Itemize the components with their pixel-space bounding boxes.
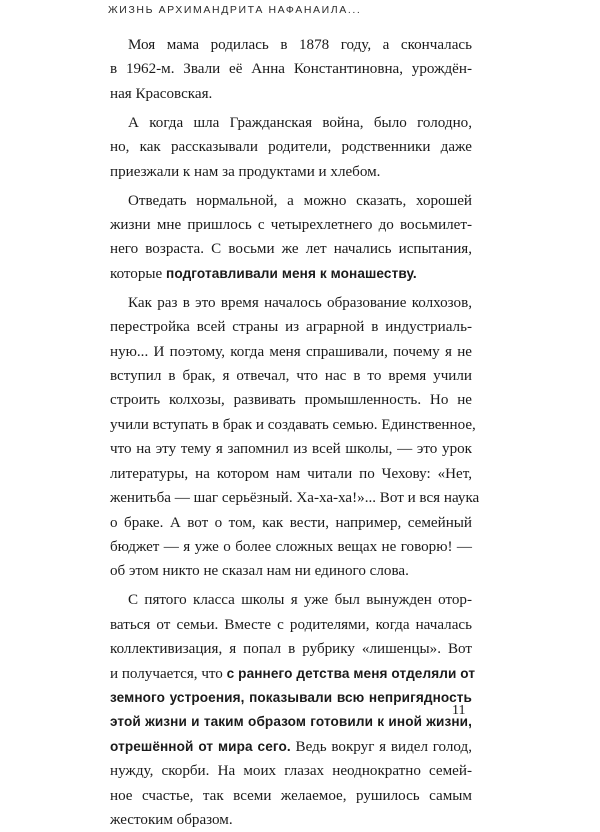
text-run: А когда шла Гражданская война, было голодно, [128, 114, 472, 131]
bold-text: этой жизни и таким образом готовили к иной жизни, [110, 714, 472, 730]
text-line [110, 111, 472, 135]
text-line [110, 237, 472, 261]
text-line [110, 559, 472, 583]
text-line [110, 437, 472, 461]
bold-text: земного устроения, показывали всю непригядность [110, 689, 472, 705]
text-run: ное счастье, так всеми желаемое, рушилось самым [110, 787, 472, 804]
text-line [110, 315, 472, 339]
running-header: ЖИЗНЬ АРХИМАНДРИТА НАФАНАИЛА... [108, 4, 362, 16]
text-line [110, 340, 472, 364]
text-run: Моя мама родилась в 1878 году, а скончалась [128, 37, 472, 53]
paragraph [110, 189, 472, 287]
text-run: Как раз в это время началось образование колхозов, [128, 294, 472, 311]
text-line [110, 735, 472, 759]
text-line [110, 413, 476, 437]
text-line [110, 189, 472, 213]
text-line [110, 486, 480, 510]
text-run: бюджет — я уже о более сложных вещах не говорю! — [110, 538, 472, 555]
text-run: строить колхозы, развивать промышленность. Но не [110, 392, 472, 409]
text-run: ную... И поэтому, когда меня спрашивали, почему я не [110, 343, 472, 360]
text-run: него возраста. С восьми же лет начались испытания, [110, 241, 472, 258]
text-line [110, 462, 472, 486]
paragraph [110, 33, 472, 106]
text-line [110, 784, 472, 808]
text-line [110, 33, 472, 57]
text-run: которые [110, 265, 167, 282]
text-line [110, 686, 472, 710]
text-run: о браке. А вот о том, как вести, например, семейный [110, 514, 472, 531]
text-run: жизни мне пришлось с четырехлетнего до восьмилет- [110, 217, 472, 234]
text-run: Отведать нормальной, а можно сказать, хорошей [128, 192, 472, 209]
bold-text: с раннего детства меня отделяли от [226, 665, 476, 681]
text-run: приезжали к нам за продуктами и хлебом. [110, 163, 381, 180]
text-run: но, как рассказывали родители, родственники даже [110, 139, 472, 156]
text-line [110, 388, 472, 412]
text-line [110, 82, 472, 106]
text-run: перестройка всей страны из аграрной в индустриаль- [110, 319, 472, 336]
text-line [110, 160, 472, 184]
text-line [110, 613, 472, 637]
text-run: литературы, на котором нам читали по Чехову: «Нет, [110, 465, 472, 482]
text-line [110, 262, 472, 286]
text-run: ная Красовская. [110, 85, 213, 102]
text-line [110, 759, 472, 783]
text-run: и получается, что [110, 665, 227, 682]
bold-text: отрешённой от мира сего. [110, 738, 291, 754]
text-run: вступил в брак, я отвечал, что нас в то время учили [110, 368, 472, 385]
text-line [110, 57, 472, 81]
text-run: что на эту тему я запомнил из всей школы, — это урок [110, 441, 472, 458]
text-line [110, 291, 472, 315]
text-run: нужду, скорби. На моих глазах неоднократно семей- [110, 763, 472, 780]
paragraph [110, 291, 480, 584]
text-run: женитьба — шаг серьёзный. Ха-ха-ха!»... Вот и вся наука [110, 490, 480, 507]
bold-text: подготавливали меня к монашеству. [166, 265, 417, 281]
text-run: Ведь вокруг я видел голод, [290, 738, 472, 755]
body-text [110, 33, 480, 832]
text-line [110, 710, 472, 734]
text-line [110, 213, 472, 237]
text-run: С пятого класса школы я уже был вынужден отор- [128, 592, 472, 609]
text-run: ваться от семьи. Вместе с родителями, когда началась [110, 616, 472, 633]
page-number: 11 [452, 703, 466, 718]
text-run: об этом никто не сказал нам ни единого слова. [110, 563, 409, 580]
text-line [110, 637, 472, 661]
text-line [110, 662, 476, 686]
text-run: учили вступать в брак и создавать семью. Единственное, [110, 416, 476, 433]
text-line [110, 808, 472, 832]
text-run: в 1962-м. Звали её Анна Константиновна, урождён- [110, 61, 472, 78]
text-line [110, 535, 472, 559]
text-run: коллективизация, я попал в рубрику «лишенцы». Вот [110, 641, 472, 658]
text-line [110, 588, 472, 612]
text-line [110, 364, 472, 388]
text-run: жестоким образом. [110, 811, 233, 828]
paragraph [110, 111, 472, 184]
text-line [110, 511, 472, 535]
text-line [110, 135, 472, 159]
paragraph [110, 588, 476, 832]
